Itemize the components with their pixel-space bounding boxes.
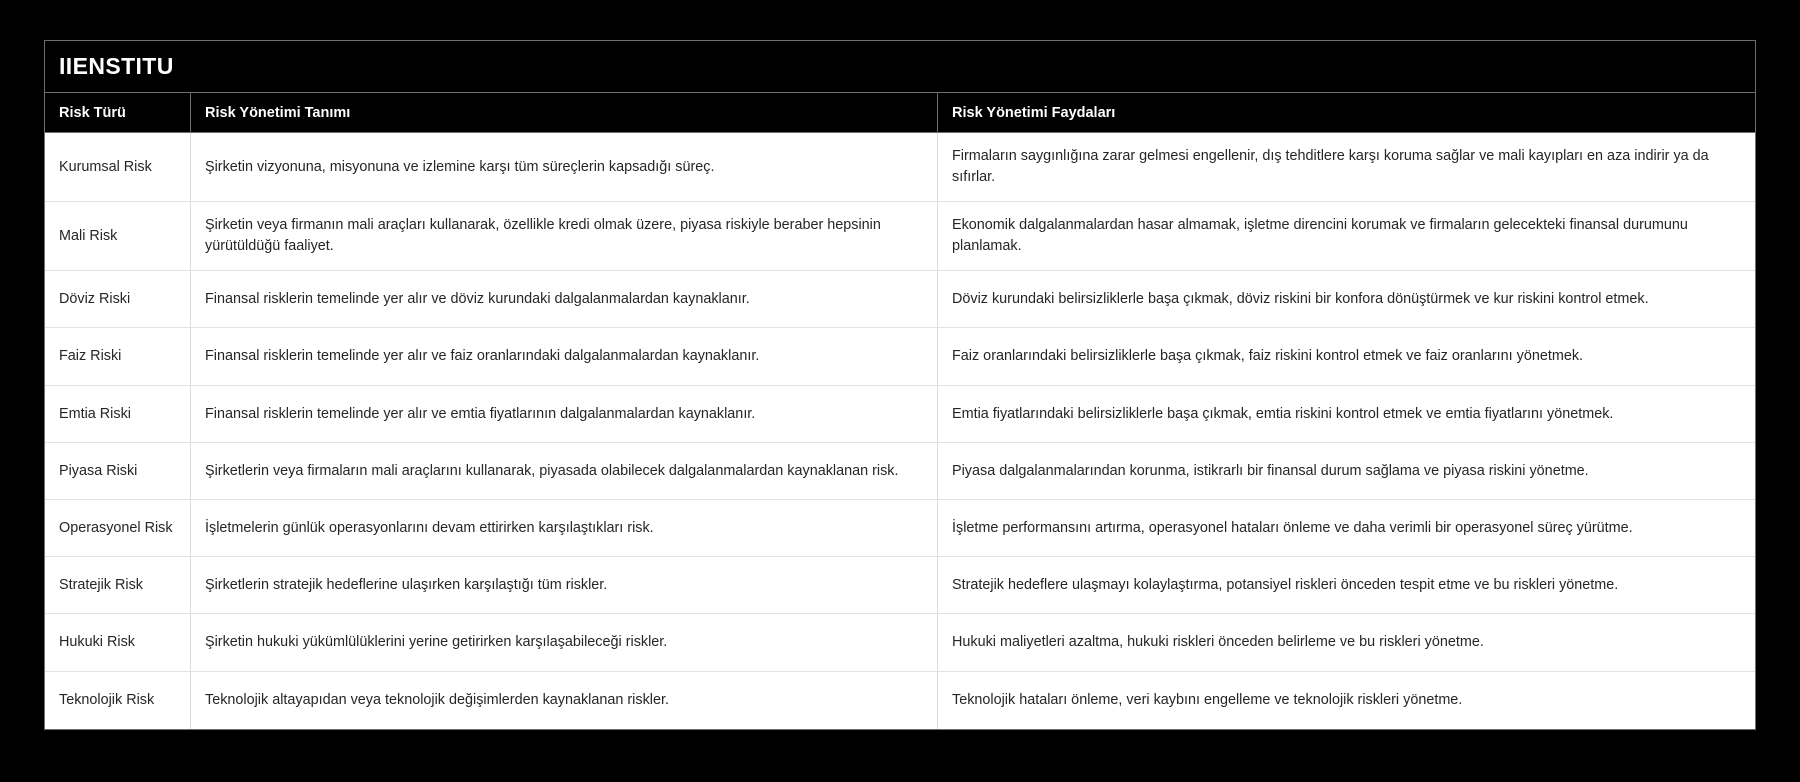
risk-benefit-text: Stratejik hedeflere ulaşmayı kolaylaştırma, potansiyel riskleri önceden tespit etme ve bu riskleri yönetme. [952, 576, 1619, 593]
risk-benefit-text: İşletme performansını artırma, operasyonel hataları önleme ve daha verimli bir operasyonel süreç yürütme. [952, 519, 1633, 536]
table-row [45, 557, 1755, 614]
table-row [45, 271, 1755, 328]
risk-definition-text: Şirketin hukuki yükümlülüklerini yerine getirirken karşılaşabileceği riskler. [205, 634, 668, 651]
column-header-risk-definition [190, 93, 937, 132]
risk-type-text: Faiz Riski [59, 348, 122, 365]
risk-benefit-text: Ekonomik dalgalanmalardan hasar almamak, işletme direncini korumak ve firmaların gelecekteki finansal durumunu planlamak. [952, 217, 1688, 255]
column-header-label: Risk Yönetimi Tanımı [205, 104, 351, 121]
table-row [45, 202, 1755, 271]
risk-definition-text: Teknolojik altayapıdan veya teknolojik değişimlerden kaynaklanan riskler. [205, 692, 669, 709]
cell-risk-benefit [937, 500, 1755, 556]
cell-risk-type [45, 614, 190, 671]
cell-risk-benefit [937, 386, 1755, 442]
cell-risk-benefit [937, 133, 1755, 201]
table-row [45, 500, 1755, 557]
risk-type-text: Kurumsal Risk [59, 158, 152, 175]
risk-benefit-text: Firmaların saygınlığına zarar gelmesi engellenir, dış tehditlere karşı koruma sağlar ve mali kayıpları en aza indirir ya da sıfırlar. [952, 148, 1709, 186]
cell-risk-type [45, 386, 190, 442]
risk-type-text: Hukuki Risk [59, 634, 135, 651]
risk-definition-text: Şirketlerin veya firmaların mali araçlarını kullanarak, piyasada olabilecek dalgalanmalardan kaynaklanan risk. [205, 462, 899, 479]
risk-definition-text: Şirketlerin stratejik hedeflerine ulaşırken karşılaştığı tüm riskler. [205, 576, 608, 593]
risk-definition-text: Finansal risklerin temelinde yer alır ve döviz kurundaki dalgalanmalardan kaynaklanır. [205, 290, 750, 307]
cell-risk-definition [190, 443, 937, 499]
cell-risk-definition [190, 133, 937, 201]
cell-risk-benefit [937, 271, 1755, 327]
cell-risk-benefit [937, 672, 1755, 729]
column-header-risk-type [45, 93, 190, 132]
cell-risk-type [45, 271, 190, 327]
cell-risk-definition [190, 614, 937, 671]
cell-risk-type [45, 557, 190, 613]
cell-risk-benefit [937, 328, 1755, 385]
column-header-label: Risk Türü [59, 104, 126, 121]
brand-title: IIENSTITU [59, 53, 174, 79]
cell-risk-benefit [937, 557, 1755, 613]
cell-risk-type [45, 202, 190, 270]
table-row [45, 443, 1755, 500]
risk-type-text: Piyasa Riski [59, 462, 138, 479]
cell-risk-definition [190, 386, 937, 442]
cell-risk-definition [190, 271, 937, 327]
table-row [45, 614, 1755, 672]
table-body [45, 133, 1755, 729]
column-header-label: Risk Yönetimi Faydaları [952, 104, 1116, 121]
cell-risk-benefit [937, 614, 1755, 671]
risk-benefit-text: Faiz oranlarındaki belirsizliklerle başa çıkmak, faiz riskini kontrol etmek ve faiz oranlarını yönetmek. [952, 348, 1584, 365]
risk-benefit-text: Piyasa dalgalanmalarından korunma, istikrarlı bir finansal durum sağlama ve piyasa riskini yönetme. [952, 462, 1589, 479]
risk-definition-text: Finansal risklerin temelinde yer alır ve faiz oranlarındaki dalgalanmalardan kaynaklanır. [205, 348, 760, 365]
cell-risk-benefit [937, 202, 1755, 270]
cell-risk-type [45, 500, 190, 556]
risk-benefit-text: Teknolojik hataları önleme, veri kaybını engelleme ve teknolojik riskleri yönetme. [952, 692, 1463, 709]
cell-risk-type [45, 672, 190, 729]
risk-type-text: Teknolojik Risk [59, 692, 155, 709]
table-row [45, 328, 1755, 386]
risk-definition-text: Şirketin veya firmanın mali araçları kullanarak, özellikle kredi olmak üzere, piyasa riskiyle beraber hepsinin yürütüldüğü faaliyet. [205, 217, 881, 255]
risk-type-text: Döviz Riski [59, 290, 131, 307]
risk-definition-text: İşletmelerin günlük operasyonlarını devam ettirirken karşılaştıkları risk. [205, 519, 654, 536]
cell-risk-type [45, 133, 190, 201]
risk-management-table [44, 40, 1756, 730]
cell-risk-definition [190, 672, 937, 729]
cell-risk-definition [190, 202, 937, 270]
cell-risk-definition [190, 328, 937, 385]
risk-definition-text: Şirketin vizyonuna, misyonuna ve izlemine karşı tüm süreçlerin kapsadığı süreç. [205, 158, 715, 175]
column-header-risk-benefits [937, 93, 1755, 132]
cell-risk-type [45, 443, 190, 499]
risk-definition-text: Finansal risklerin temelinde yer alır ve emtia fiyatlarının dalgalanmalardan kaynaklanır. [205, 405, 756, 422]
table-row [45, 133, 1755, 202]
brand-header [45, 41, 1755, 93]
table-row [45, 672, 1755, 729]
risk-benefit-text: Döviz kurundaki belirsizliklerle başa çıkmak, döviz riskini bir konfora dönüştürmek ve kur riskini kontrol etmek. [952, 290, 1649, 307]
risk-type-text: Emtia Riski [59, 405, 131, 422]
risk-type-text: Mali Risk [59, 227, 118, 244]
table-header-row [45, 93, 1755, 133]
risk-benefit-text: Emtia fiyatlarındaki belirsizliklerle başa çıkmak, emtia riskini kontrol etmek ve emtia fiyatlarını yönetmek. [952, 405, 1614, 422]
cell-risk-type [45, 328, 190, 385]
table-row [45, 386, 1755, 443]
risk-type-text: Operasyonel Risk [59, 519, 173, 536]
risk-benefit-text: Hukuki maliyetleri azaltma, hukuki riskleri önceden belirleme ve bu riskleri yönetme. [952, 634, 1484, 651]
cell-risk-definition [190, 557, 937, 613]
cell-risk-benefit [937, 443, 1755, 499]
risk-type-text: Stratejik Risk [59, 576, 143, 593]
cell-risk-definition [190, 500, 937, 556]
